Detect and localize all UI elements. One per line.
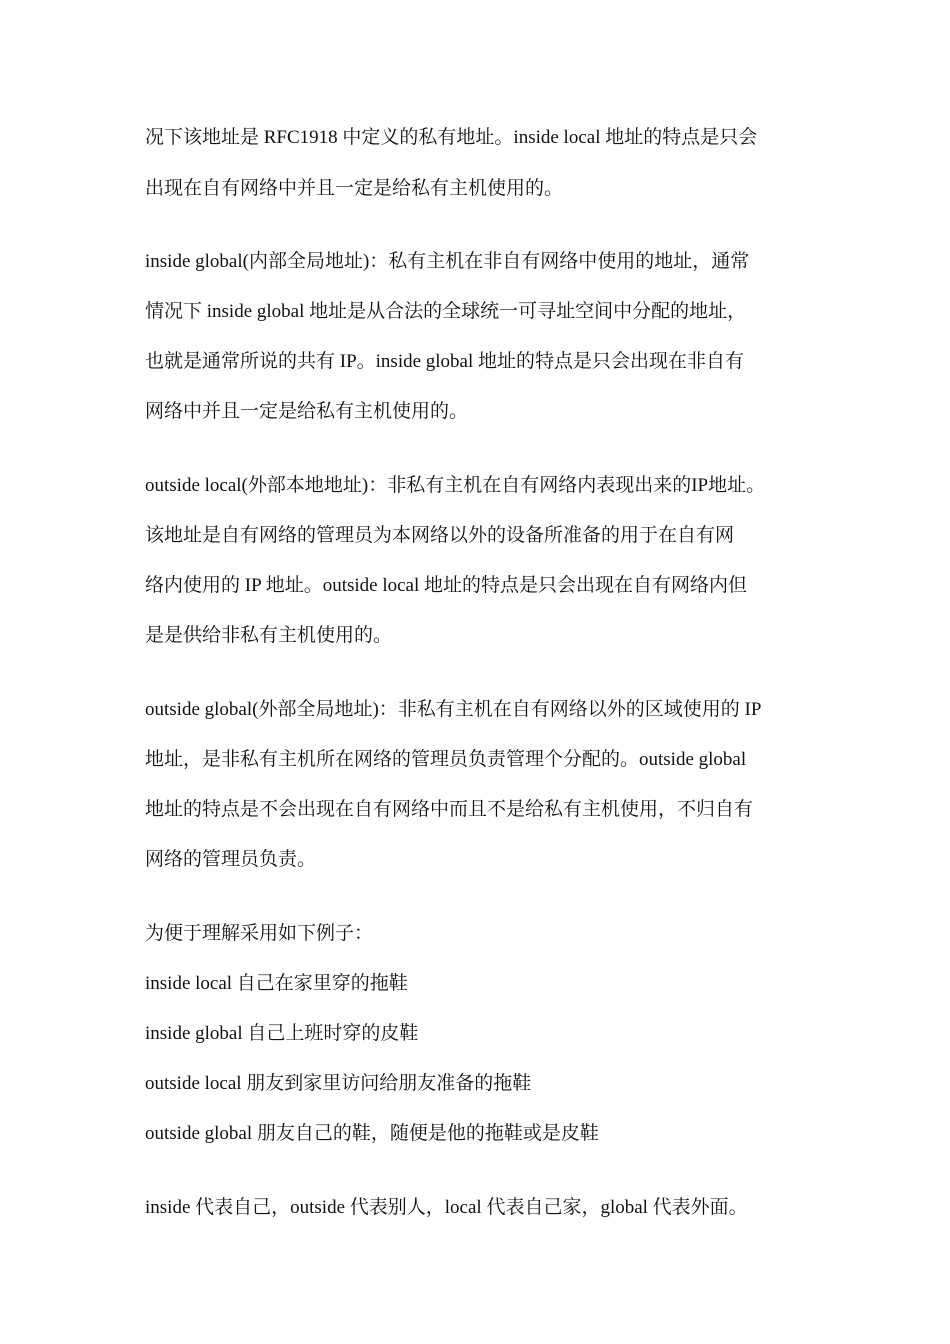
example-item-4: outside global 朋友自己的鞋，随便是他的拖鞋或是皮鞋 <box>145 1123 599 1144</box>
paragraph-2-line-1: inside global(内部全局地址)：私有主机在非自有网络中使用的地址，通常 <box>145 251 750 272</box>
paragraph-4-line-1: outside global(外部全局地址)：非私有主机在自有网络以外的区域使用的 IP <box>145 699 762 720</box>
paragraph-4-line-3: 地址的特点是不会出现在自有网络中而且不是给私有主机使用，不归自有 <box>145 799 754 820</box>
example-item-2: inside global 自己上班时穿的皮鞋 <box>145 1023 419 1044</box>
paragraph-2-line-4: 网络中并且一定是给私有主机使用的。 <box>145 401 469 422</box>
example-item-1: inside local 自己在家里穿的拖鞋 <box>145 973 408 994</box>
paragraph-2-line-2: 情况下 inside global 地址是从合法的全球统一可寻址空间中分配的地址， <box>145 301 747 322</box>
paragraph-4-line-2: 地址，是非私有主机所在网络的管理员负责管理个分配的。outside global <box>145 749 747 770</box>
paragraph-1-line-1: 况下该地址是 RFC1918 中定义的私有地址。inside local 地址的特点是只会 <box>145 127 758 148</box>
paragraph-3-line-3: 络内使用的 IP 地址。outside local 地址的特点是只会出现在自有网络内但 <box>145 575 747 596</box>
paragraph-3-line-2: 该地址是自有网络的管理员为本网络以外的设备所准备的用于在自有网 <box>145 525 735 546</box>
paragraph-3-line-1: outside local(外部本地地址)：非私有主机在自有网络内表现出来的IP地址。 <box>145 475 766 496</box>
example-item-3: outside local 朋友到家里访问给朋友准备的拖鞋 <box>145 1073 532 1094</box>
paragraph-2-line-3: 也就是通常所说的共有 IP。inside global 地址的特点是只会出现在非自有 <box>145 351 745 372</box>
summary-line: inside 代表自己，outside 代表别人，local 代表自己家，global 代表外面。 <box>145 1197 748 1218</box>
example-intro: 为便于理解采用如下例子： <box>145 923 374 944</box>
paragraph-3-line-4: 是是供给非私有主机使用的。 <box>145 625 393 646</box>
paragraph-1-line-2: 出现在自有网络中并且一定是给私有主机使用的。 <box>145 178 564 199</box>
paragraph-4-line-4: 网络的管理员负责。 <box>145 849 317 870</box>
